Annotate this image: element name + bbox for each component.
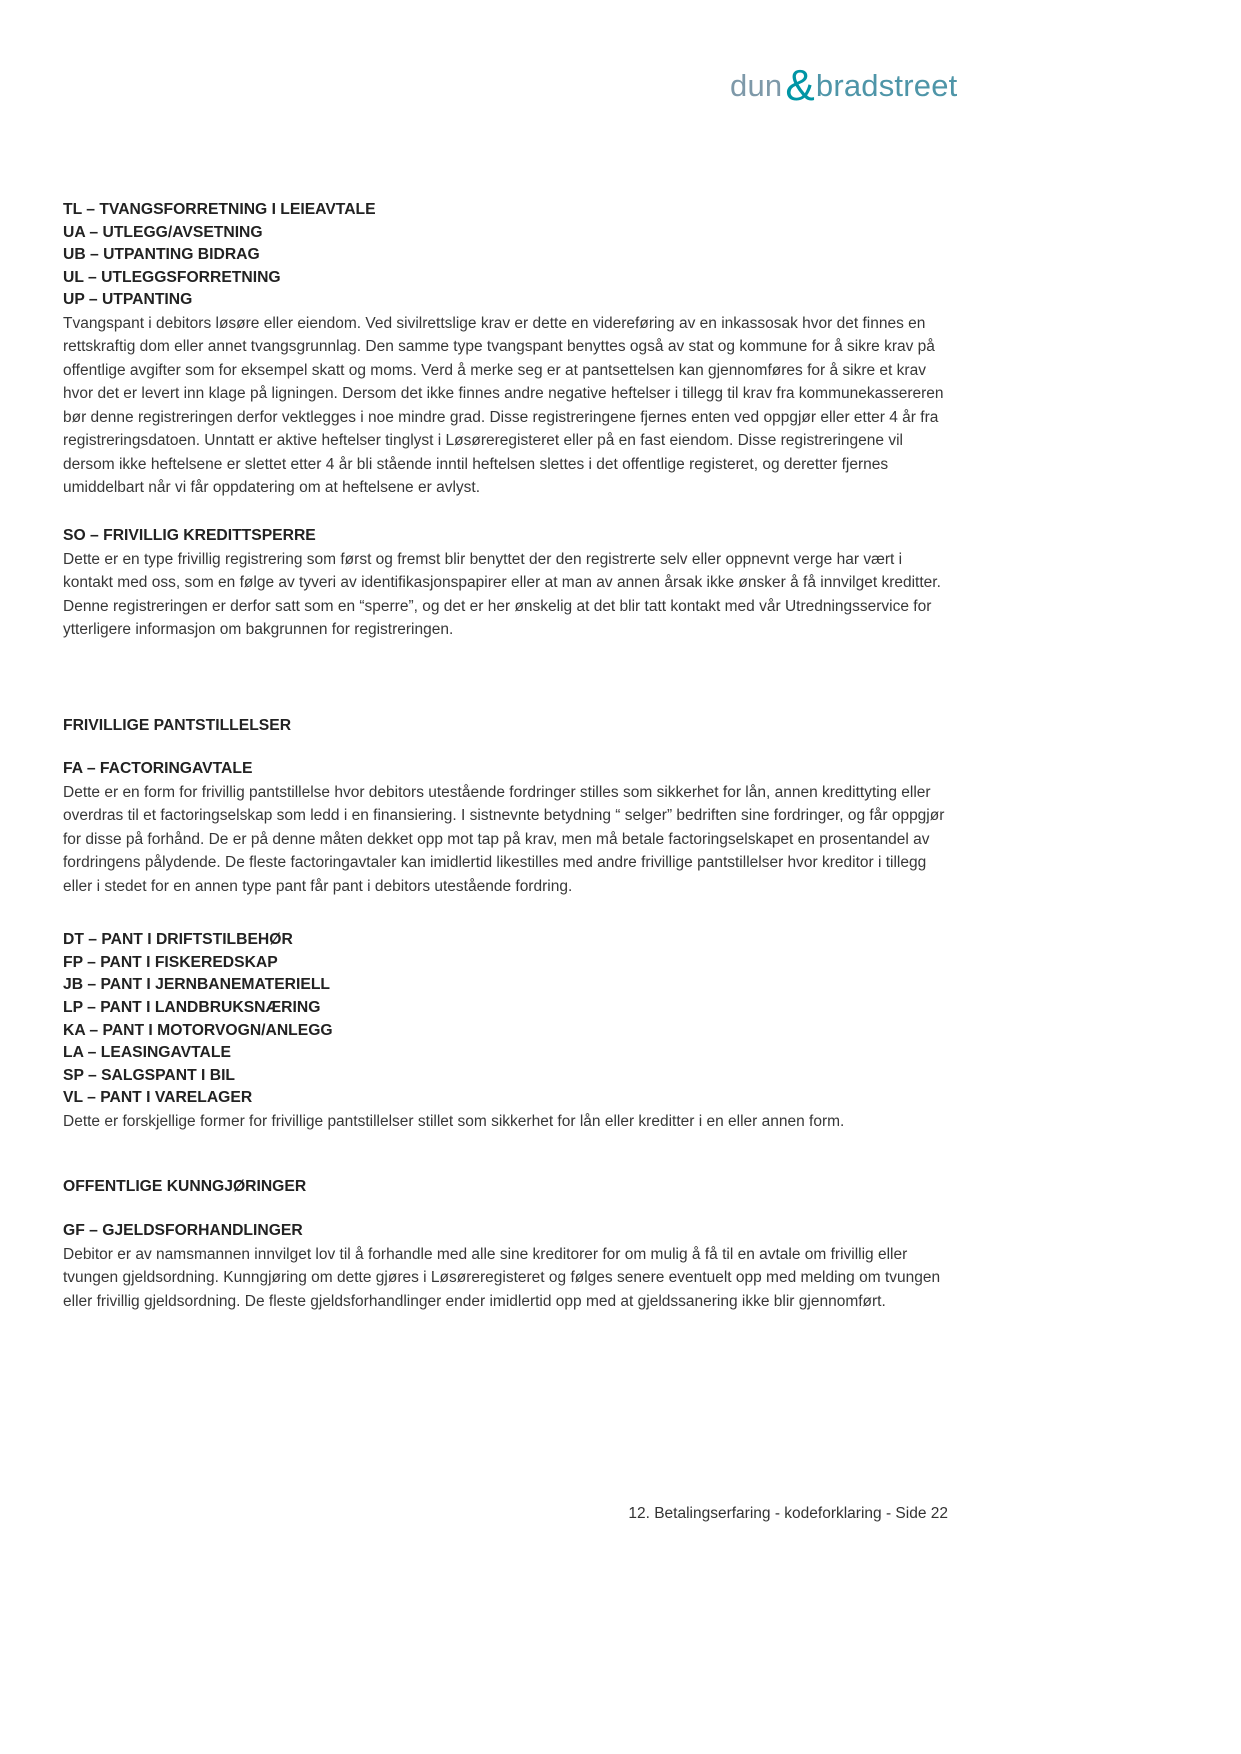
section-title-offentlige-kunngjoringer: OFFENTLIGE KUNNGJØRINGER	[63, 1177, 307, 1195]
paragraph-pantstillelser: Dette er forskjellige former for frivillige pantstillelser stillet som sikkerhet for lån eller kreditter i en eller annen form.	[63, 1113, 845, 1130]
section-kredittsperre	[63, 525, 947, 642]
paragraph-kredittsperre: Dette er en type frivillig registrering som først og fremst blir benyttet der den registrerte selv eller oppnevnt verge har vært i kontakt med oss, som en følge av tyveri av identifikasjonspapirer eller at man av annen årsak ikke ønsker å få innvilget kreditter. Denne registreringen er derfor satt som en “sperre”, og det er her ønskelig at det blir tatt kontakt med vår Utredningsservice for ytterligere informasjon om bakgrunnen for registreringen.	[63, 550, 941, 639]
logo-word-dun: dun	[730, 68, 783, 103]
code-heading-fa: FA – FACTORINGAVTALE	[63, 760, 253, 778]
code-heading-la: LA – LEASINGAVTALE	[63, 1044, 231, 1062]
code-heading-ul: UL – UTLEGGSFORRETNING	[63, 268, 281, 286]
page-footer: 12. Betalingserfaring - kodeforklaring - Side 22	[628, 1505, 948, 1522]
code-heading-so: SO – FRIVILLIG KREDITTSPERRE	[63, 526, 316, 544]
code-heading-vl: VL – PANT I VARELAGER	[63, 1089, 253, 1107]
dun-bradstreet-logo: dun & bradstreet	[730, 61, 958, 110]
code-heading-up: UP – UTPANTING	[63, 291, 193, 309]
section-title-frivillige-pantstillelser: FRIVILLIGE PANTSTILLELSER	[63, 716, 292, 734]
paragraph-factoring: Dette er en form for frivillig pantstillelse hvor debitors utestående fordringer stilles som sikkerhet for lån, annen kredittyting eller overdras til et factoringselskap som ledd i en finansiering. I sistnevnte betydning “ selger” bedriften sine fordringer, og får oppgjør for disse på forhånd. De er på denne måten dekket opp mot tap på krav, men må betale factoringselskapet en prosentandel av fordringens pålydende. De fleste factoringavtaler kan imidlertid likestilles med andre frivillige pantstillelser hvor kreditor i tillegg eller i stedet for en annen type pant får pant i debitors utestående fordring.	[63, 783, 945, 895]
code-list-tvangsforretninger	[63, 199, 947, 500]
code-heading-ka: KA – PANT I MOTORVOGN/ANLEGG	[63, 1021, 333, 1039]
code-heading-ub: UB – UTPANTING BIDRAG	[63, 246, 260, 264]
document-content	[63, 199, 947, 1313]
code-heading-dt: DT – PANT I DRIFTSTILBEHØR	[63, 931, 293, 949]
code-list-pant	[63, 929, 947, 1133]
logo-word-bradstreet: bradstreet	[815, 68, 958, 103]
code-heading-ua: UA – UTLEGG/AVSETNING	[63, 223, 263, 241]
code-heading-tl: TL – TVANGSFORRETNING I LEIEAVTALE	[63, 201, 376, 218]
code-heading-lp: LP – PANT I LANDBRUKSNÆRING	[63, 999, 321, 1017]
section-factoringavtale	[63, 758, 947, 898]
paragraph-tvangspant: Tvangspant i debitors løsøre eller eiendom. Ved sivilrettslige krav er dette en videreføring av en inkassosak hvor det finnes en rettskraftig dom eller annet tvangsgrunnlag. Den samme type tvangspant benyttes også av stat og kommune for å sikre krav på offentlige avgifter som for eksempel skatt og moms. Verd å merke seg er at pantsettelsen kan gjennomføres for å sikre et krav hvor det er levert inn klage på ligningen. Dersom det ikke finnes andre negative heftelser i tillegg til krav fra kommunekassereren bør denne registreringen derfor vektlegges i noe mindre grad. Disse registreringene fjernes enten ved oppgjør eller etter 4 år fra registreringsdatoen. Unntatt er aktive heftelser tinglyst i Løsøreregisteret eller på en fast eiendom. Disse registreringene vil dersom ikke heftelsene er slettet etter 4 år bli stående inntil heftelsen slettes i det offentlige registeret, og deretter fjernes umiddelbart når vi får oppdatering om at heftelsene er avlyst.	[63, 314, 944, 497]
code-heading-gf: GF – GJELDSFORHANDLINGER	[63, 1222, 303, 1240]
code-heading-jb: JB – PANT I JERNBANEMATERIELL	[63, 976, 330, 994]
section-gjeldsforhandlinger	[63, 1220, 947, 1313]
code-heading-fp: FP – PANT I FISKEREDSKAP	[63, 953, 278, 971]
code-heading-sp: SP – SALGSPANT I BIL	[63, 1066, 236, 1084]
paragraph-gjeldsforhandlinger: Debitor er av namsmannen innvilget lov til å forhandle med alle sine kreditorer for om mulig å få til en avtale om frivillig eller tvungen gjeldsordning. Kunngjøring om dette gjøres i Løsøreregisteret og følges senere eventuelt opp med melding om tvungen eller frivillig gjeldsordning. De fleste gjeldsforhandlinger ender imidlertid opp med at gjeldssanering ikke blir gjennomført.	[63, 1245, 941, 1310]
